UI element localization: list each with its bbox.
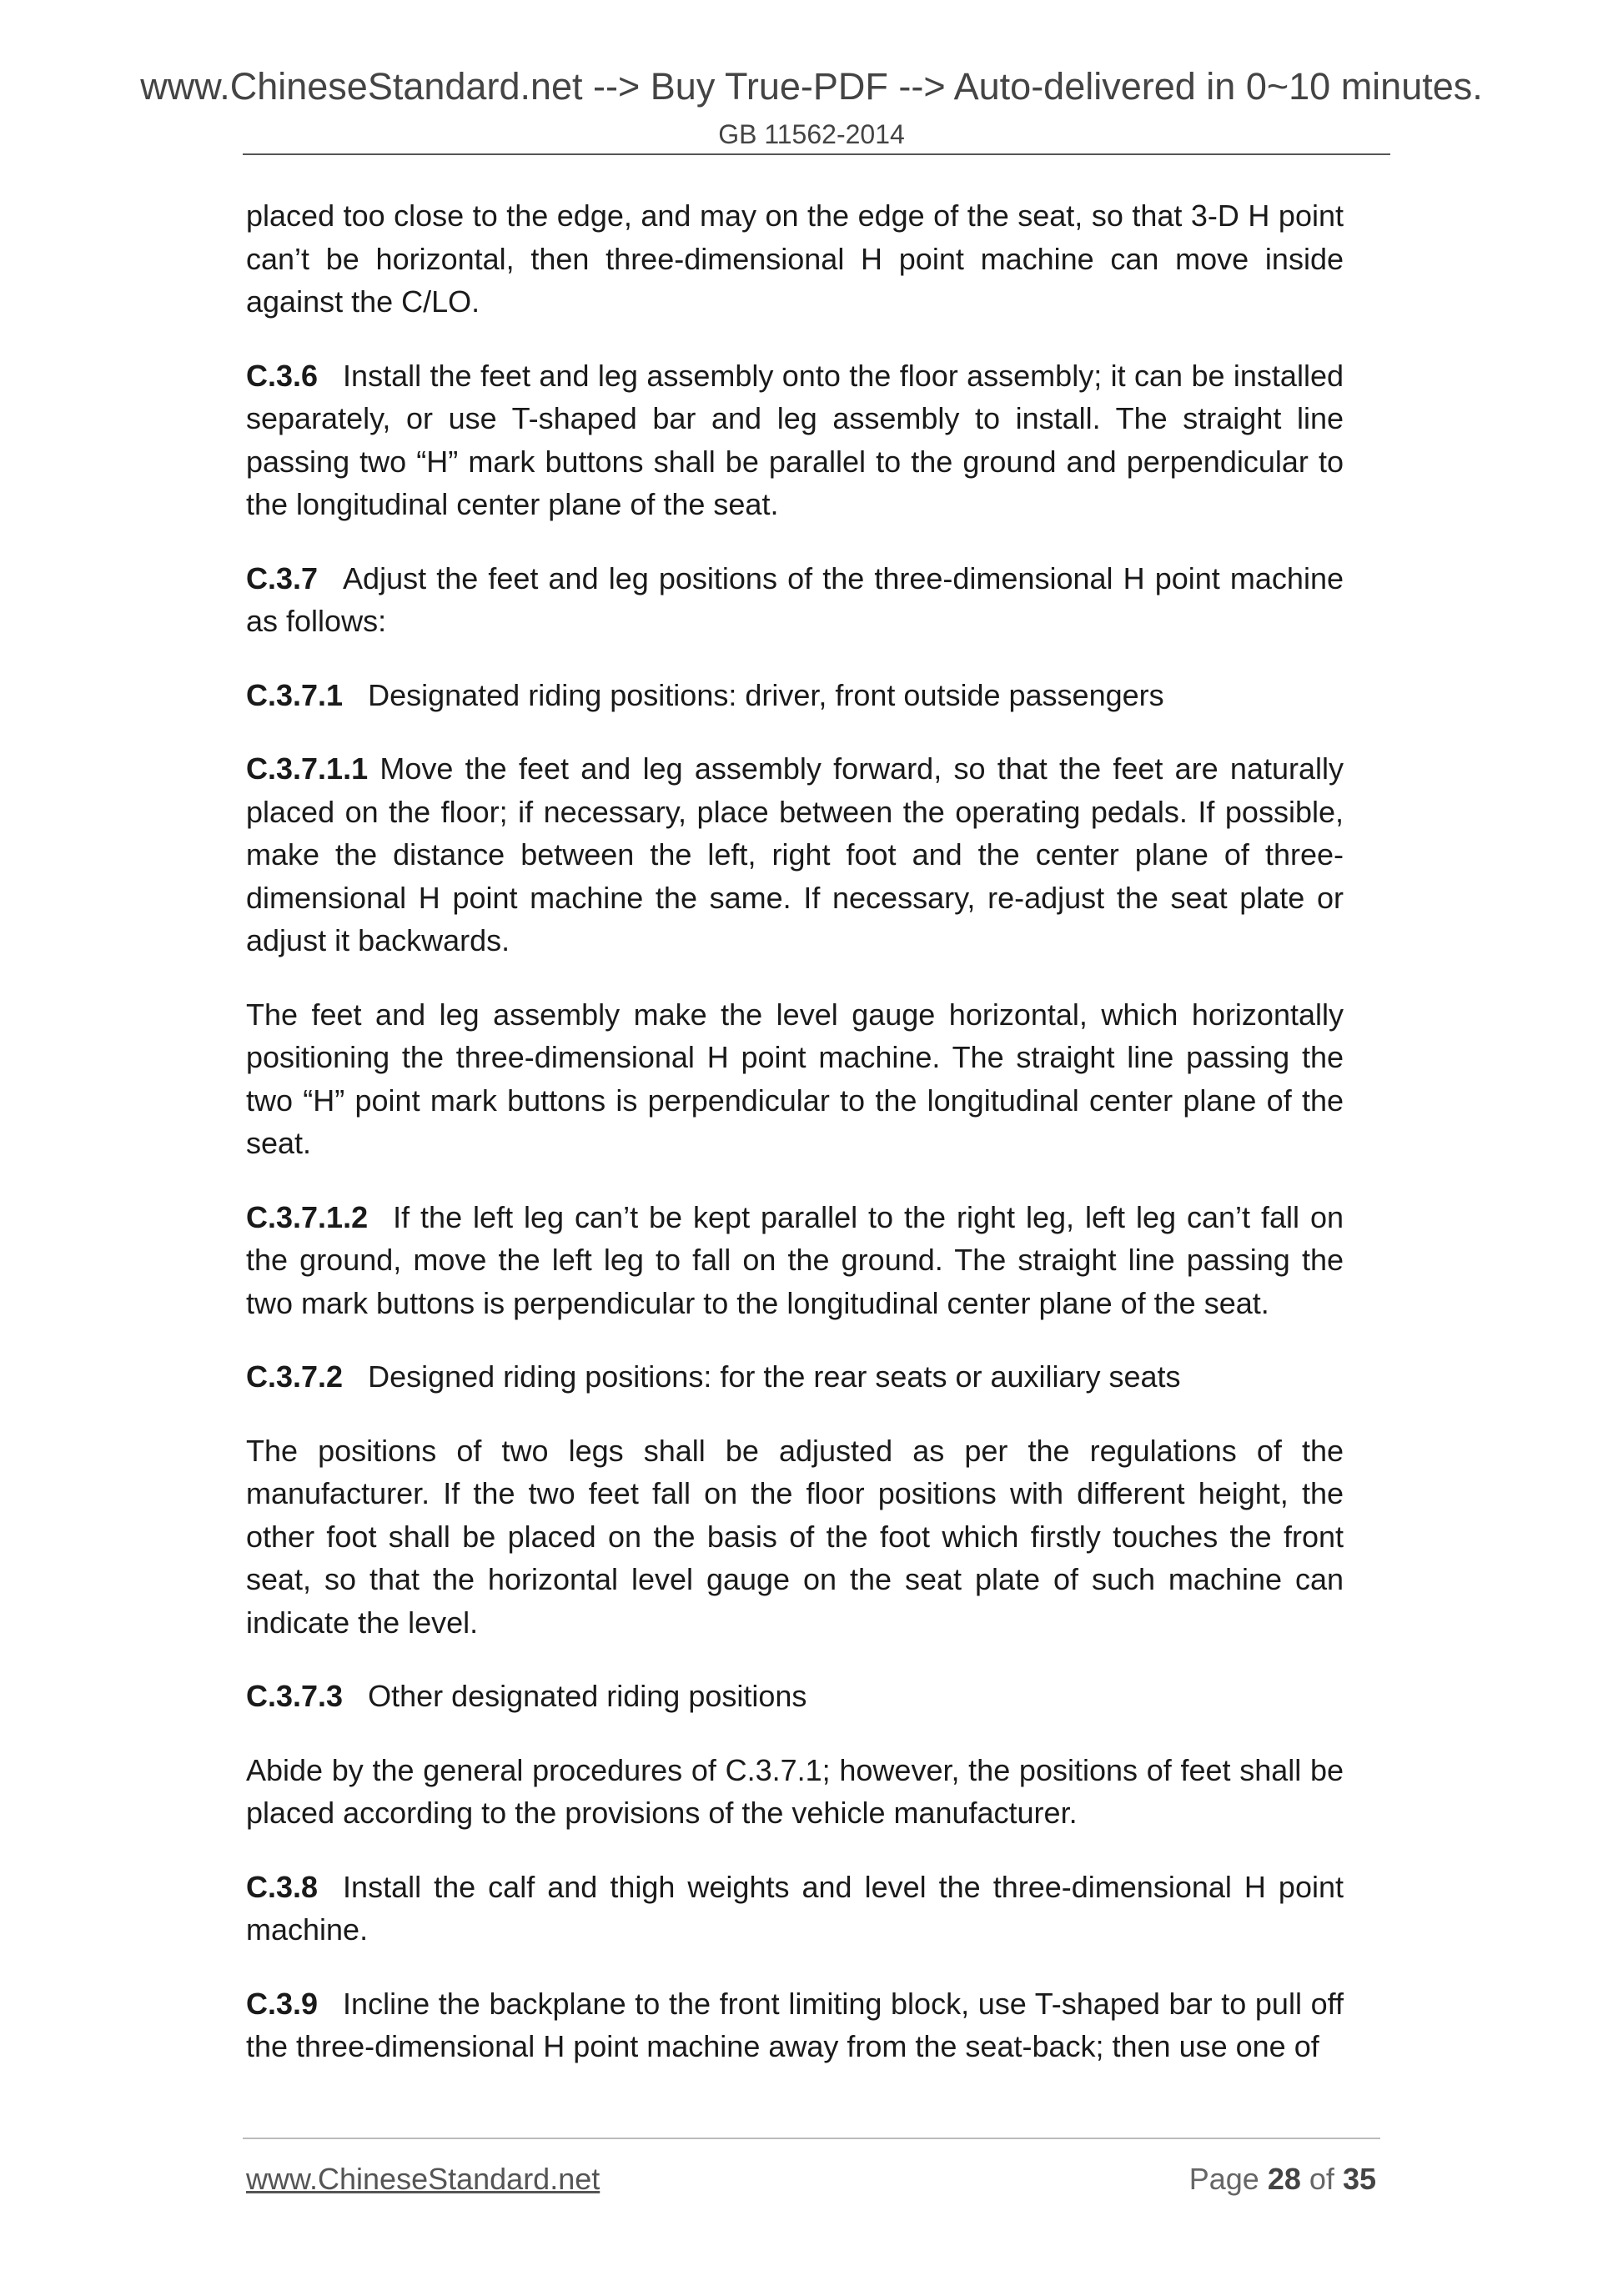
- clause-text: Designed riding positions: for the rear seats or auxiliary seats: [368, 1359, 1181, 1394]
- clause-number: C.3.7.3: [246, 1679, 344, 1713]
- clause-text: Move the feet and leg assembly forward, so that the feet are naturally placed on the floor; if necessary, place between the operating pedals. If possible, make the distance between the left, right foot and the center plane of three-dimensional H point machine the same. If necessary, re-adjust the seat plate or adjust it backwards.: [246, 751, 1344, 957]
- clause-number: C.3.7.1: [246, 677, 344, 712]
- paragraph-leg-positions: [246, 1429, 1344, 1645]
- clause-c-3-7-1-1: [246, 747, 1344, 962]
- footer-divider: [243, 2138, 1380, 2139]
- page-label: Page: [1188, 2162, 1259, 2196]
- header-divider: [243, 153, 1390, 155]
- clause-text: Other designated riding positions: [368, 1679, 807, 1713]
- clause-c-3-6: [246, 354, 1344, 526]
- page-of-label: of: [1309, 2162, 1334, 2196]
- clause-number: C.3.7.2: [246, 1359, 344, 1394]
- document-body: [246, 194, 1344, 2099]
- clause-number: C.3.8: [246, 1869, 319, 1904]
- paragraph-text: placed too close to the edge, and may on the edge of the seat, so that 3-D H point can’t be horizontal, then three-dimensional H point machine can move inside against the C/LO.: [246, 198, 1344, 319]
- clause-c-3-9: [246, 1982, 1344, 2068]
- clause-number: C.3.6: [246, 358, 319, 393]
- clause-text: Incline the backplane to the front limiting block, use T-shaped bar to pull off the three-dimensional H point machine away from the seat-back; then use one of: [246, 1986, 1344, 2063]
- clause-text: Adjust the feet and leg positions of the three-dimensional H point machine as follows:: [246, 560, 1344, 638]
- clause-c-3-7: [246, 557, 1344, 643]
- clause-c-3-7-2: [246, 1355, 1344, 1399]
- paragraph-text: Abide by the general procedures of C.3.7.1; however, the positions of feet shall be placed according to the provisions of the vehicle manufacturer.: [246, 1752, 1344, 1830]
- clause-number: C.3.7: [246, 560, 319, 595]
- clause-c-3-7-1-2: [246, 1196, 1344, 1325]
- current-page: 28: [1267, 2162, 1301, 2196]
- paragraph-level-gauge: [246, 993, 1344, 1165]
- paragraph-text: The positions of two legs shall be adjusted as per the regulations of the manufacturer. If the two feet fall on the floor positions with different height, the other foot shall be placed on the basis of the foot which firstly touches the front seat, so that the horizontal level gauge on the seat plate of such machine can indicate the level.: [246, 1433, 1344, 1640]
- header-title: www.ChineseStandard.net --> Buy True-PDF --> Auto-delivered in 0~10 minutes.: [140, 65, 1483, 108]
- clause-text: Install the feet and leg assembly onto the floor assembly; it can be installed separately, or use T-shaped bar and leg assembly to install. The straight line passing two “H” mark buttons shall be parallel to the ground and perpendicular to the longitudinal center plane of the seat.: [246, 358, 1344, 521]
- paragraph-general-procedures: [246, 1749, 1344, 1835]
- paragraph-continuation: [246, 194, 1344, 324]
- clause-c-3-7-3: [246, 1675, 1344, 1718]
- clause-number: C.3.7.1.2: [246, 1199, 369, 1234]
- clause-c-3-8: [246, 1866, 1344, 1952]
- footer-site-link[interactable]: www.ChineseStandard.net: [246, 2162, 600, 2196]
- paragraph-text: The feet and leg assembly make the level gauge horizontal, which horizontally positioning the three-dimensional H point machine. The straight line passing the two “H” point mark buttons is perpendicular to the longitudinal center plane of the seat.: [246, 997, 1344, 1160]
- page-number: [1189, 2162, 1376, 2197]
- standard-number: GB 11562-2014: [718, 119, 905, 149]
- clause-text: If the left leg can’t be kept parallel to the right leg, left leg can’t fall on the ground, move the left leg to fall on the ground. The straight line passing the two mark buttons is perpendicular to the longitudinal center plane of the seat.: [246, 1199, 1344, 1320]
- clause-text: Install the calf and thigh weights and level the three-dimensional H point machine.: [246, 1869, 1344, 1947]
- total-pages: 35: [1342, 2162, 1376, 2196]
- clause-number: C.3.9: [246, 1986, 319, 2021]
- clause-c-3-7-1: [246, 674, 1344, 717]
- clause-number: C.3.7.1.1: [246, 751, 369, 786]
- clause-text: Designated riding positions: driver, front outside passengers: [368, 677, 1164, 712]
